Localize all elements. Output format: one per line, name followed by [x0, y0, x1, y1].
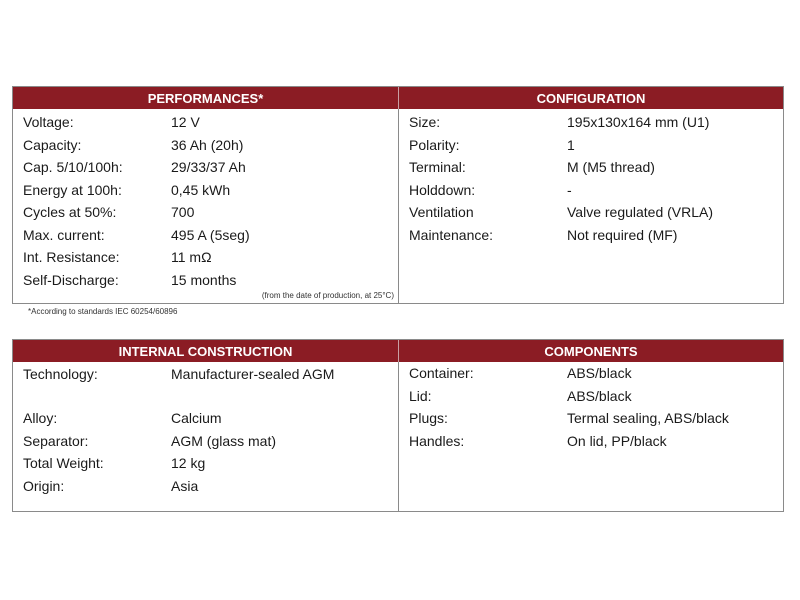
- spec-row: [13, 179, 398, 202]
- spec-value: ABS/black: [567, 387, 632, 404]
- spec-label: Cap. 5/10/100h:: [23, 159, 123, 176]
- spec-label: Voltage:: [23, 114, 74, 131]
- spec-label: Holddown:: [409, 181, 476, 198]
- spec-label: Energy at 100h:: [23, 181, 122, 198]
- table-header: [13, 340, 783, 362]
- standards-footnote: *According to standards IEC 60254/60896: [28, 307, 178, 316]
- spec-label: Lid:: [409, 387, 432, 404]
- spec-row: [13, 156, 398, 179]
- components-title: COMPONENTS: [544, 343, 638, 359]
- spec-row: [13, 407, 398, 430]
- components-column: [399, 362, 783, 511]
- spec-label: Polarity:: [409, 136, 460, 153]
- spec-value: Valve regulated (VRLA): [567, 204, 714, 221]
- spec-value: 29/33/37 Ah: [171, 159, 246, 176]
- spec-value: 0,45 kWh: [171, 181, 231, 198]
- spec-value: 195x130x164 mm (U1): [567, 114, 710, 131]
- spec-row: [399, 430, 783, 453]
- spec-value: 495 A (5seg): [171, 226, 250, 243]
- spec-value: M (M5 thread): [567, 159, 655, 176]
- spec-label: Origin:: [23, 477, 65, 494]
- spec-label: Ventilation: [409, 204, 474, 221]
- spec-label: Total Weight:: [23, 455, 104, 472]
- table-header: [13, 87, 783, 109]
- spec-label: Int. Resistance:: [23, 249, 120, 266]
- spec-row: [13, 134, 398, 157]
- spec-row: [13, 111, 398, 134]
- spec-label: Container:: [409, 365, 474, 382]
- spec-row: [399, 224, 783, 247]
- spec-value: 1: [567, 136, 575, 153]
- configuration-column: [399, 109, 783, 303]
- spec-label: Capacity:: [23, 136, 82, 153]
- spec-label: Self-Discharge:: [23, 271, 119, 288]
- spec-value: 11 mΩ: [171, 249, 212, 266]
- spec-value: Not required (MF): [567, 226, 678, 243]
- spec-row: [13, 269, 398, 292]
- spec-row: [399, 111, 783, 134]
- spec-value: Manufacturer-sealed AGM: [171, 366, 335, 382]
- spec-value: On lid, PP/black: [567, 432, 667, 449]
- spec-label: Maintenance:: [409, 226, 494, 243]
- performance-configuration-table: [12, 86, 784, 304]
- spec-value: AGM (glass mat): [171, 432, 277, 449]
- spec-value: 12 V: [171, 114, 200, 131]
- spec-row: [13, 362, 398, 407]
- spec-row: [13, 452, 398, 475]
- internal-construction-column: [13, 362, 399, 511]
- spec-row: [399, 201, 783, 224]
- internal-construction-title: INTERNAL CONSTRUCTION: [13, 340, 399, 362]
- spec-label: Separator:: [23, 432, 89, 449]
- spec-value: 15 months: [171, 271, 237, 288]
- spec-label: Plugs:: [409, 410, 448, 427]
- spec-row: [399, 385, 783, 408]
- spec-row: [13, 430, 398, 453]
- performances-title: PERFORMANCES*: [13, 87, 399, 109]
- spec-value: 36 Ah (20h): [171, 136, 244, 153]
- spec-label: Max. current:: [23, 226, 105, 243]
- spec-label: Handles:: [409, 432, 465, 449]
- self-discharge-note: (from the date of production, at 25°C): [261, 291, 394, 300]
- spec-value: -: [567, 181, 572, 198]
- spec-label: Technology:: [23, 366, 98, 382]
- spec-value: 12 kg: [171, 455, 206, 472]
- spec-row: [399, 156, 783, 179]
- spec-row: [13, 475, 398, 498]
- performances-column: [13, 109, 399, 303]
- spec-row: [399, 362, 783, 385]
- spec-label: Cycles at 50%:: [23, 204, 117, 221]
- spec-label: Alloy:: [23, 410, 58, 427]
- spec-label: Size:: [409, 114, 441, 131]
- spec-label: Terminal:: [409, 159, 466, 176]
- spec-value: ABS/black: [567, 365, 632, 382]
- spec-value: 700: [171, 204, 195, 221]
- spec-row: [399, 179, 783, 202]
- spec-value: Termal sealing, ABS/black: [567, 410, 729, 427]
- construction-components-table: [12, 339, 784, 512]
- spec-value: Calcium: [171, 410, 222, 427]
- configuration-title: CONFIGURATION: [536, 90, 646, 106]
- spec-row: [13, 201, 398, 224]
- spec-row: [399, 134, 783, 157]
- spec-row: [13, 224, 398, 247]
- spec-row: [399, 407, 783, 430]
- spec-row: [13, 246, 398, 269]
- spec-value: Asia: [171, 477, 199, 494]
